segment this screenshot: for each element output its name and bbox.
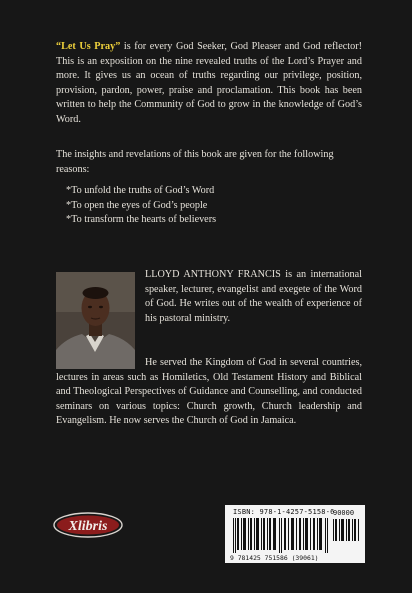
ean-barcode-bars <box>233 518 328 553</box>
reasons-list <box>66 184 216 228</box>
author-bio-career: He served the Kingdom of God in several countries, lectures in areas such as Homiletics, Old Testament History and Biblical and Theological Perspectives of Guidance and Counselling, and conducted seminars on various topics: Church growth, Church leadership and Evangelism. He now serves the Church of God in Jamaica. <box>56 357 362 427</box>
ean-digits <box>230 554 319 562</box>
barcode <box>225 505 365 563</box>
ean-number: 9 781425 751586 <box>230 554 288 562</box>
author-bio-intro: LLOYD ANTHONY FRANCIS is an international speaker, lecturer, evangelist and exegete of the Word of God. He writes out of the wealth of experience of his pastoral ministry. <box>145 269 362 324</box>
price-code: 90000 <box>333 509 355 517</box>
reason-item: *To unfold the truths of God’s Word <box>66 185 215 196</box>
reasons-intro: The insights and revelations of this book are given for the following reasons: <box>56 149 334 175</box>
ean-extra-digits: (39061) <box>291 554 319 562</box>
author-photo <box>56 272 135 369</box>
reason-item: *To open the eyes of God’s people <box>66 199 208 211</box>
publisher-logo-text: Xlibris <box>68 519 108 534</box>
publisher-logo <box>52 511 124 539</box>
reason-item: *To transform the hearts of believers <box>66 214 217 226</box>
addon-barcode-bars <box>333 519 359 541</box>
intro-text: is for every God Seeker, God Pleaser and God reflector! This is an exposition on the nine revealed truths of the Lord’s Prayer and more. It gives us an ocean of truths regarding our privilege, position, provision, pardon, power, praise and proclamation. This book has been written to help the Community of God to grow in the knowledge of God’s Word. <box>56 41 362 125</box>
intro-paragraph <box>56 40 362 128</box>
book-title-highlight: “Let Us Pray” <box>56 41 121 52</box>
isbn-text: ISBN: 978-1-4257-5158-6 <box>233 508 335 516</box>
